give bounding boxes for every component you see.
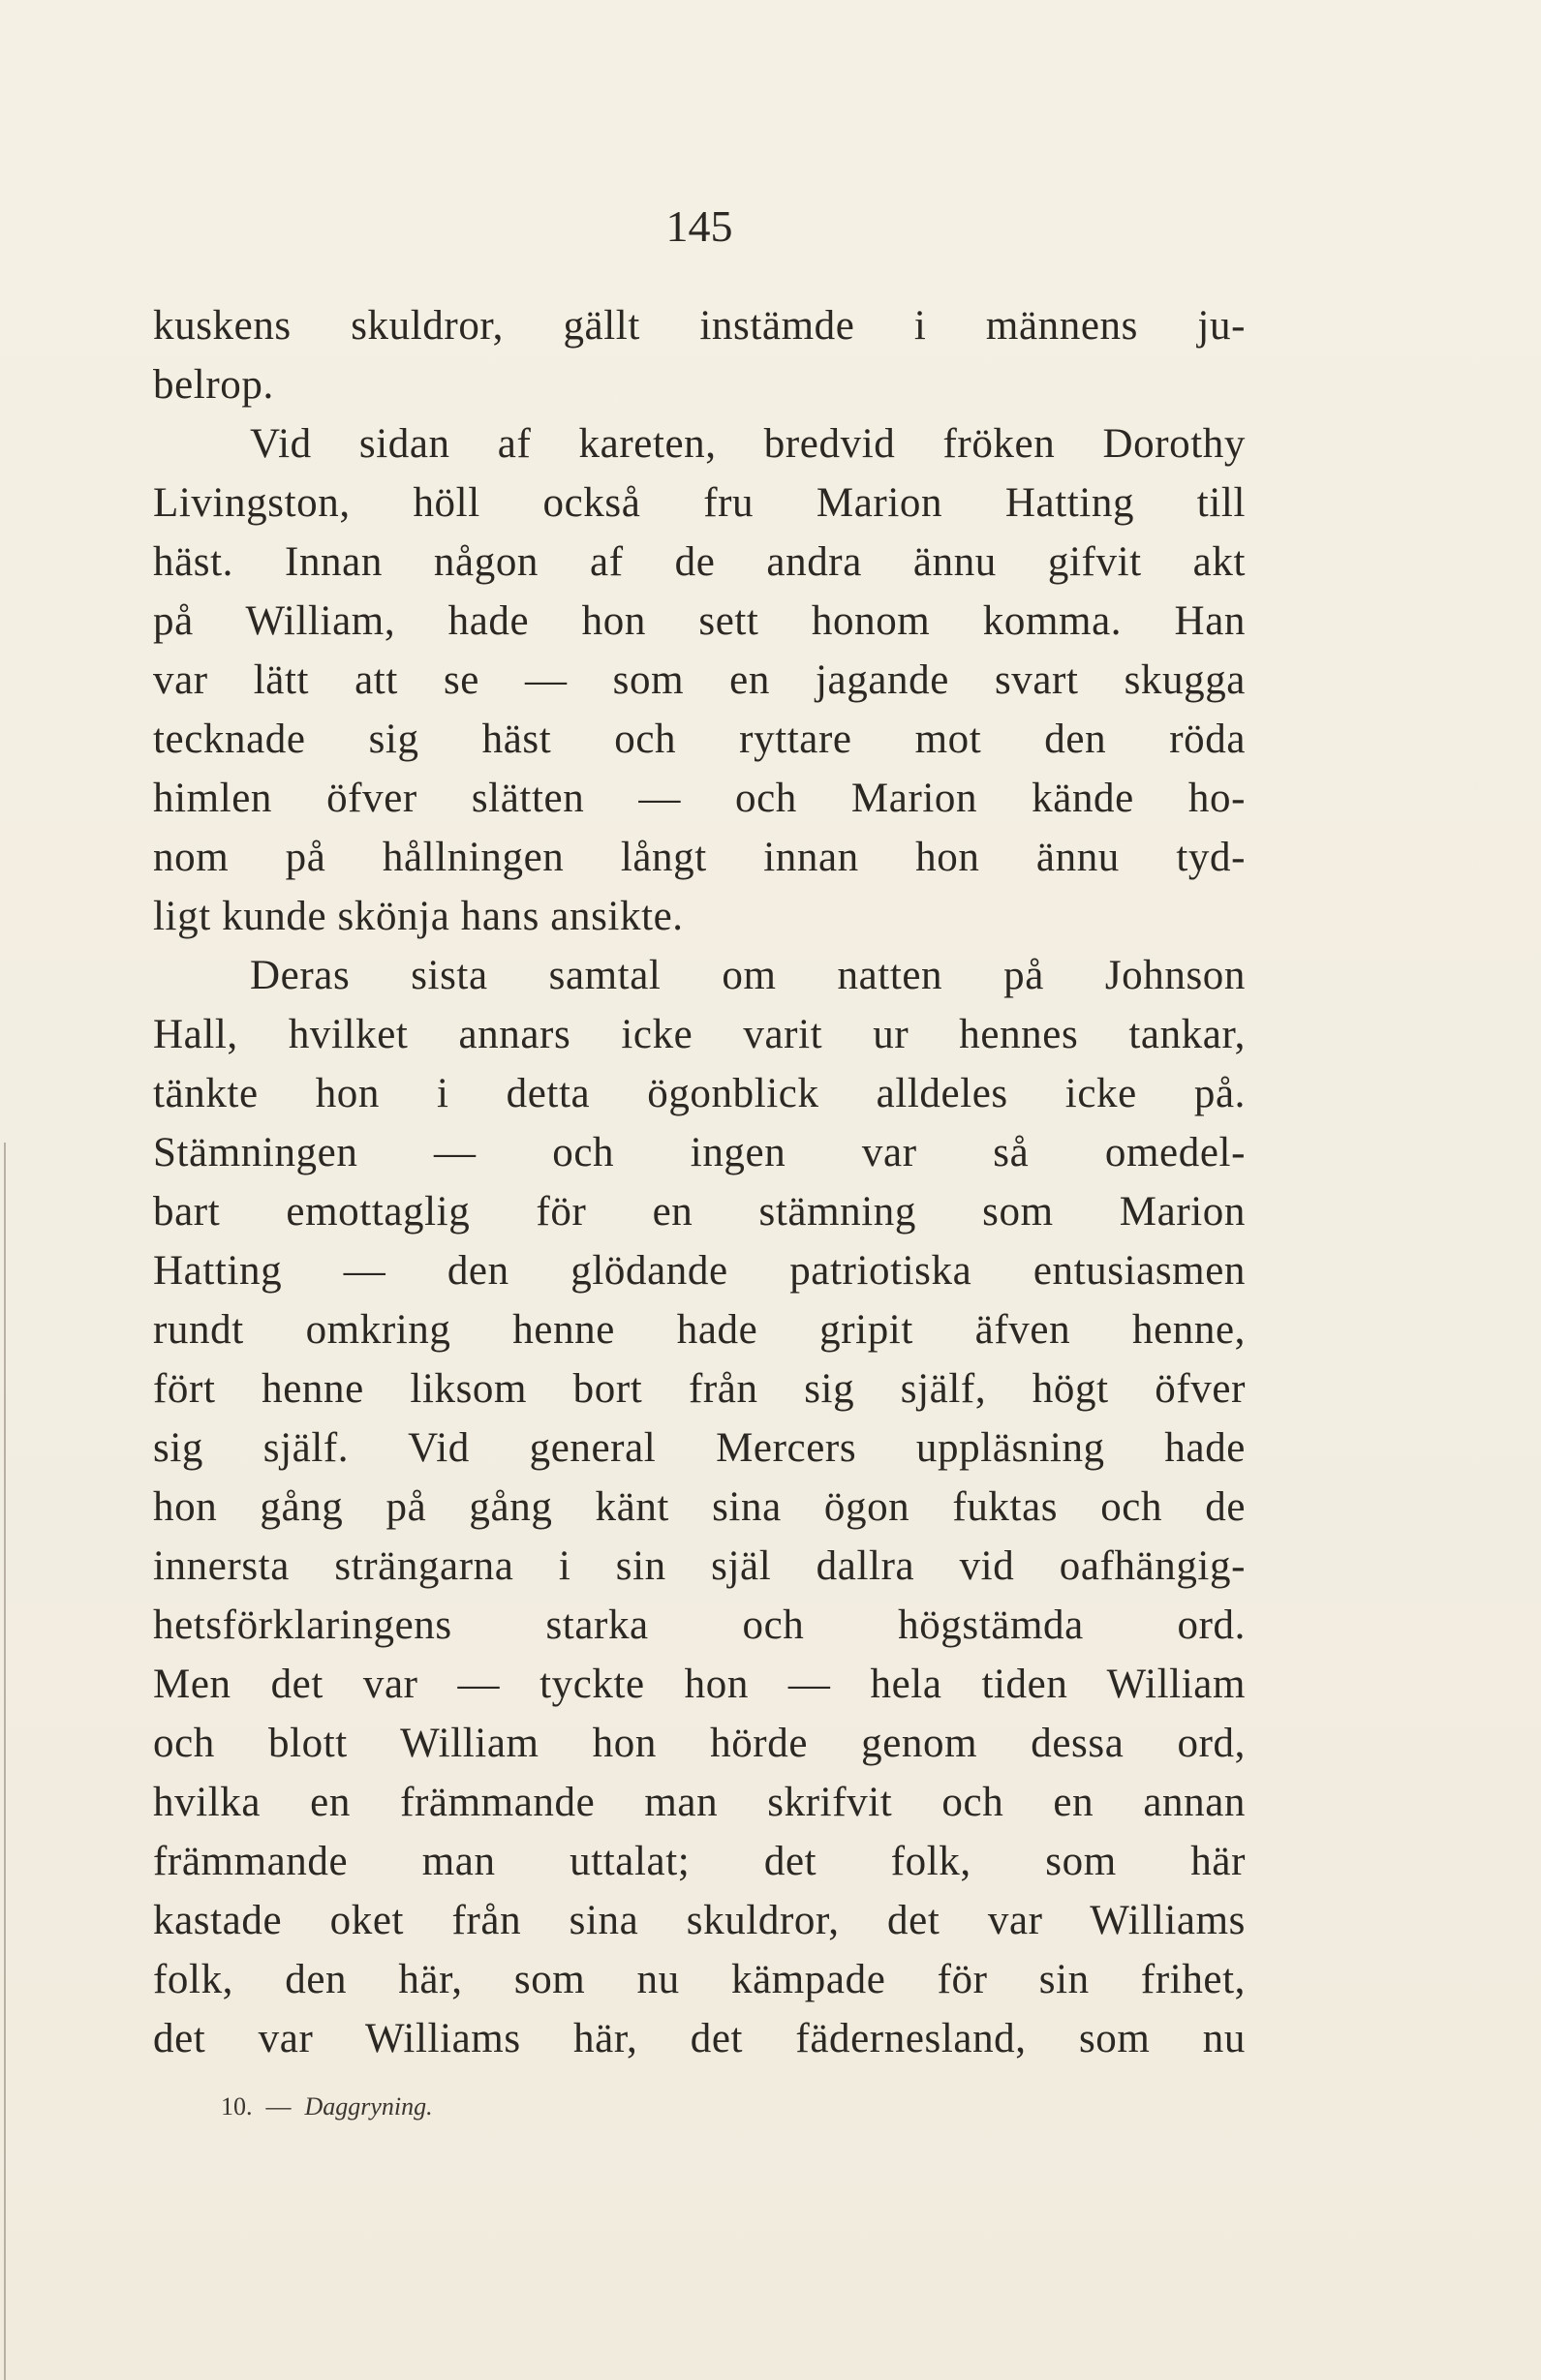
page-number: 145 [665, 201, 733, 251]
text-line: Men det var — tyckte hon — hela tiden William [153, 1662, 1246, 1707]
text-line: Livingston, höll också fru Marion Hatting till [153, 480, 1246, 526]
text-line: tecknade sig häst och ryttare mot den röda [153, 717, 1246, 762]
book-title: Daggryning. [304, 2092, 433, 2121]
signature-mark: 10. [221, 2092, 253, 2121]
text-line: hvilka en främmande man skrifvit och en annan [153, 1780, 1246, 1825]
text-line: var lätt att se — som en jagande svart skugga [153, 657, 1246, 703]
signature-footer [221, 2088, 433, 2126]
text-line: nom på hållningen långt innan hon ännu tyd- [153, 835, 1246, 880]
text-line: hon gång på gång känt sina ögon fuktas och de [153, 1484, 1246, 1530]
text-line: innersta strängarna i sin själ dallra vid oafhängig- [153, 1543, 1246, 1589]
text-line: på William, hade hon sett honom komma. Han [153, 598, 1246, 644]
text-line: Deras sista samtal om natten på Johnson [250, 953, 1246, 998]
body-text [153, 296, 1246, 2068]
text-line: kastade oket från sina skuldror, det var Williams [153, 1898, 1246, 1943]
text-line: Vid sidan af kareten, bredvid fröken Dorothy [250, 421, 1246, 467]
text-line: fört henne liksom bort från sig själf, högt öfver [153, 1366, 1246, 1412]
text-line: belrop. [153, 362, 274, 408]
text-line: Stämningen — och ingen var så omedel- [153, 1130, 1246, 1175]
text-line: folk, den här, som nu kämpade för sin frihet, [153, 1957, 1246, 2002]
text-line: bart emottaglig för en stämning som Marion [153, 1189, 1246, 1235]
text-line: himlen öfver slätten — och Marion kände ho- [153, 776, 1246, 821]
text-line: häst. Innan någon af de andra ännu gifvit akt [153, 539, 1246, 585]
text-line: rundt omkring henne hade gripit äfven henne, [153, 1307, 1246, 1353]
text-line: hetsförklaringens starka och högstämda ord. [153, 1602, 1246, 1648]
text-line: främmande man uttalat; det folk, som här [153, 1839, 1246, 1884]
text-line: ligt kunde skönja hans ansikte. [153, 894, 684, 939]
text-line: kuskens skuldror, gällt instämde i männens ju- [153, 303, 1246, 349]
text-line: sig själf. Vid general Mercers uppläsning hade [153, 1425, 1246, 1471]
text-line: Hall, hvilket annars icke varit ur hennes tankar, [153, 1012, 1246, 1057]
text-line: Hatting — den glödande patriotiska entusiasmen [153, 1248, 1246, 1294]
text-line: det var Williams här, det fädernesland, som nu [153, 2016, 1246, 2061]
text-line: och blott William hon hörde genom dessa ord, [153, 1721, 1246, 1766]
footer-dash: — [265, 2092, 292, 2121]
text-line: tänkte hon i detta ögonblick alldeles icke på. [153, 1071, 1246, 1116]
page-edge-line [4, 1143, 6, 2380]
